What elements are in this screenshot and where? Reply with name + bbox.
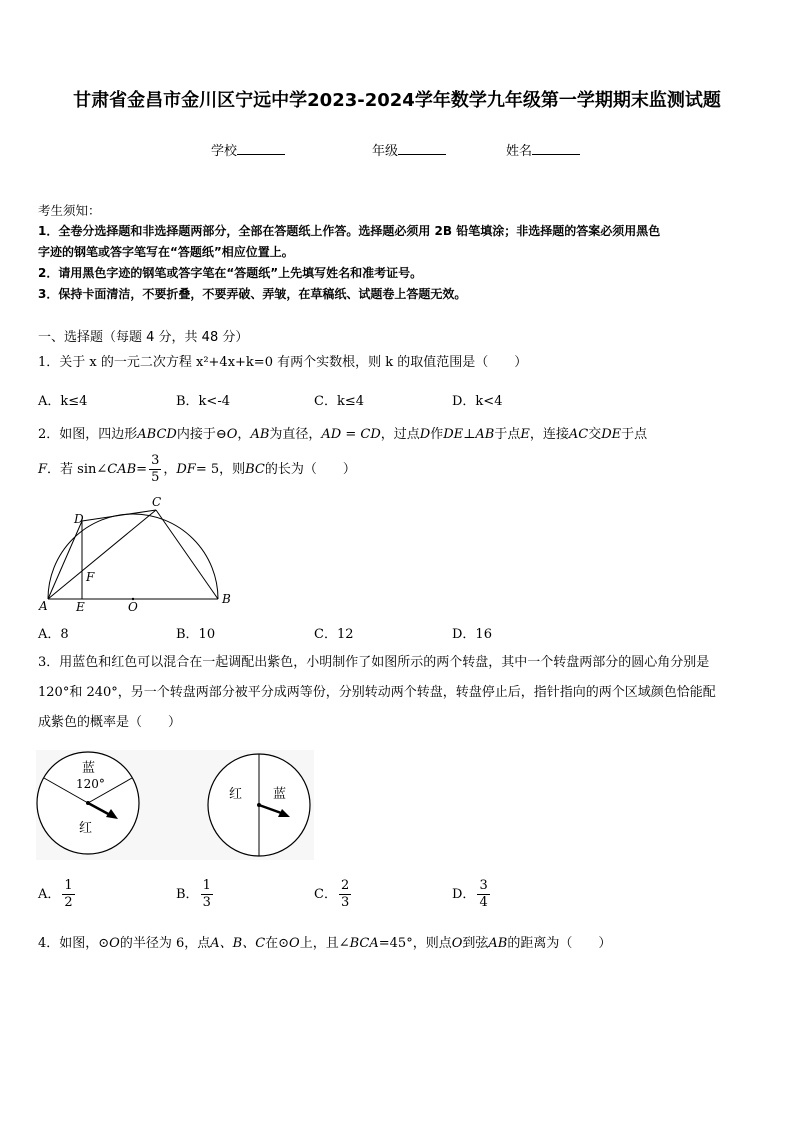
q2-option-c: C．12 [314, 627, 354, 642]
q2-text: 2．如图，四边形 [38, 427, 138, 442]
q3-option-d-den: 4 [479, 895, 488, 910]
spinner-1-angle-label: 120° [76, 777, 105, 791]
q4-text: 的距离为（ ） [507, 936, 612, 951]
q4-o: O [109, 936, 120, 951]
q2-semicircle [48, 514, 218, 599]
q2-text: = [136, 462, 148, 477]
q4-text: 上，且∠ [299, 936, 350, 951]
q2-text: 内接于⊖ [176, 427, 227, 442]
q3-option-b [176, 878, 215, 911]
q2-option-a: A．8 [38, 627, 69, 642]
grade-blank [398, 142, 446, 155]
q3-option-c-den: 3 [340, 895, 350, 910]
q3-option-b-den: 3 [202, 895, 211, 910]
q3-option-b-num: 1 [202, 878, 211, 893]
q4-text: 在⊙ [265, 936, 290, 951]
q2-d: D [419, 427, 431, 442]
q2-bc: BC [245, 462, 265, 477]
spinner-2-hub [257, 803, 261, 807]
q2-text: 于点 [621, 427, 648, 442]
q2-text: 为直径， [269, 427, 322, 442]
q4-points: A、B、C [210, 936, 266, 951]
q3-option-d [452, 878, 492, 911]
q3-option-c-fraction [339, 878, 351, 911]
q2-segment-ad [48, 521, 82, 599]
q2-ac: AC [568, 427, 589, 442]
q2-text: 的长为（ ） [264, 462, 356, 477]
q3-option-a-label: A． [38, 887, 61, 902]
q2-text: 交 [588, 427, 602, 442]
q2-label-f: F [86, 570, 95, 584]
q3-option-a-fraction [62, 878, 74, 911]
school-label: 学校 [211, 144, 238, 159]
grade-field [372, 140, 446, 159]
q1-option-d: D．k<4 [452, 394, 503, 409]
q3-option-c-label: C． [314, 887, 337, 902]
q3-option-c [314, 878, 353, 911]
spinner-1-red-label: 红 [79, 821, 93, 836]
spinner-2-red-label: 红 [229, 787, 243, 802]
q2-text: ， [237, 427, 251, 442]
q3-option-c-num: 2 [340, 878, 350, 893]
q2-df: DF [176, 462, 196, 477]
q2-text: ，连接 [529, 427, 569, 442]
q3-option-a-num: 1 [64, 878, 73, 893]
q1-option-c: C．k≤4 [314, 394, 364, 409]
q2-option-b: B．10 [176, 627, 216, 642]
q3-option-d-label: D． [452, 887, 476, 902]
q1-option-a: A．k≤4 [38, 394, 88, 409]
q2-abcd: ABCD [137, 427, 177, 442]
q2-text: 作 [430, 427, 444, 442]
notice-item-1-line-1: 1．全卷分选择题和非选择题两部分，全部在答题纸上作答。选择题必须用 2B 铅笔填涂；非选择题的答案必须用黑色 [38, 224, 661, 238]
question-2-line-1 [38, 420, 763, 449]
name-blank [532, 142, 580, 155]
exam-title: 甘肃省金昌市金川区宁远中学2023-2024学年数学九年级第一学期期末监测试题 [73, 90, 721, 111]
q3-option-b-label: B． [176, 887, 199, 902]
q2-text: = 5，则 [195, 462, 246, 477]
question-3-stem [38, 648, 763, 738]
q2-e: E [520, 427, 530, 442]
q3-option-d-fraction [477, 878, 489, 911]
q2-fraction-numerator: 3 [151, 453, 160, 468]
q2-o: O [226, 427, 238, 442]
q2-cab: CAB [107, 462, 137, 477]
q4-o: O [289, 936, 300, 951]
q2-fraction [149, 453, 161, 486]
name-label: 姓名 [506, 144, 533, 159]
q2-label-d: D [74, 512, 84, 526]
school-blank [237, 142, 285, 155]
q3-line-3: 成紫色的概率是（ ） [38, 715, 182, 730]
q4-bca: BCA [349, 936, 379, 951]
q2-de-ab: DE⊥AB [443, 427, 495, 442]
q3-option-d-num: 3 [479, 878, 488, 893]
q1-option-b: B．k<-4 [176, 394, 230, 409]
q2-label-a: A [39, 599, 48, 613]
q2-text: ， [163, 462, 177, 477]
notice-item-3: 3．保持卡面清洁，不要折叠，不要弄破、弄皱，在草稿纸、试题卷上答题无效。 [38, 287, 467, 301]
q2-label-e: E [76, 600, 85, 614]
q3-option-b-fraction [201, 878, 213, 911]
q2-option-d: D．16 [452, 627, 492, 642]
q2-ab: AB [250, 427, 270, 442]
q4-text: 4．如图，⊙ [38, 936, 110, 951]
school-field [211, 140, 285, 159]
q4-text: 到弦 [462, 936, 489, 951]
q3-line-1: 3．用蓝色和红色可以混合在一起调配出紫色，小明制作了如图所示的两个转盘，其中一个转盘两部分的圆心角分别是 [38, 655, 710, 670]
q2-f: F [38, 462, 48, 477]
notice-block [38, 200, 758, 305]
notice-item-1 [38, 221, 758, 263]
q2-figure [34, 494, 244, 616]
q3-line-2: 120°和 240°，另一个转盘两部分被平分成两等份，分别转动两个转盘，转盘停止后，指针指向的两个区域颜色恰能配 [38, 685, 716, 700]
grade-label: 年级 [372, 144, 399, 159]
question-4-stem [38, 929, 763, 958]
q2-text: ．若 sin∠ [47, 462, 108, 477]
q2-ad-cd: AD = CD [321, 427, 381, 442]
spinner-1-blue-label: 蓝 [82, 761, 96, 776]
q2-label-c: C [152, 495, 162, 509]
q2-de: DE [601, 427, 622, 442]
spinner-2-blue-label: 蓝 [273, 787, 287, 802]
q4-text: 的半径为 6，点 [119, 936, 211, 951]
q4-text: =45°，则点 [378, 936, 452, 951]
q2-segment-cb [156, 510, 218, 599]
q3-figure [36, 750, 314, 860]
question-1-stem: 1．关于 x 的一元二次方程 x²+4x+k=0 有两个实数根，则 k 的取值范围是（ ） [38, 355, 528, 370]
q2-label-o: O [128, 600, 138, 614]
q2-text: ，过点 [380, 427, 420, 442]
q2-label-b: B [222, 592, 231, 606]
name-field [506, 140, 580, 159]
notice-item-2: 2．请用黑色字迹的钢笔或答字笔在“答题纸”上先填写姓名和准考证号。 [38, 266, 423, 280]
q4-ab: AB [488, 936, 508, 951]
q2-fraction-denominator: 5 [151, 470, 160, 485]
section-heading: 一、选择题（每题 4 分，共 48 分） [38, 330, 249, 345]
q3-option-a [38, 878, 77, 911]
notice-item-1-line-2: 字迹的钢笔或答字笔写在“答题纸”相应位置上。 [38, 245, 294, 259]
notice-heading: 考生须知： [38, 203, 101, 218]
spinner-1-hub [86, 801, 90, 805]
question-2-line-2 [38, 452, 763, 488]
q4-o: O [451, 936, 463, 951]
q3-option-a-den: 2 [64, 895, 73, 910]
q2-text: 于点 [494, 427, 521, 442]
q2-segment-ac [48, 510, 156, 599]
